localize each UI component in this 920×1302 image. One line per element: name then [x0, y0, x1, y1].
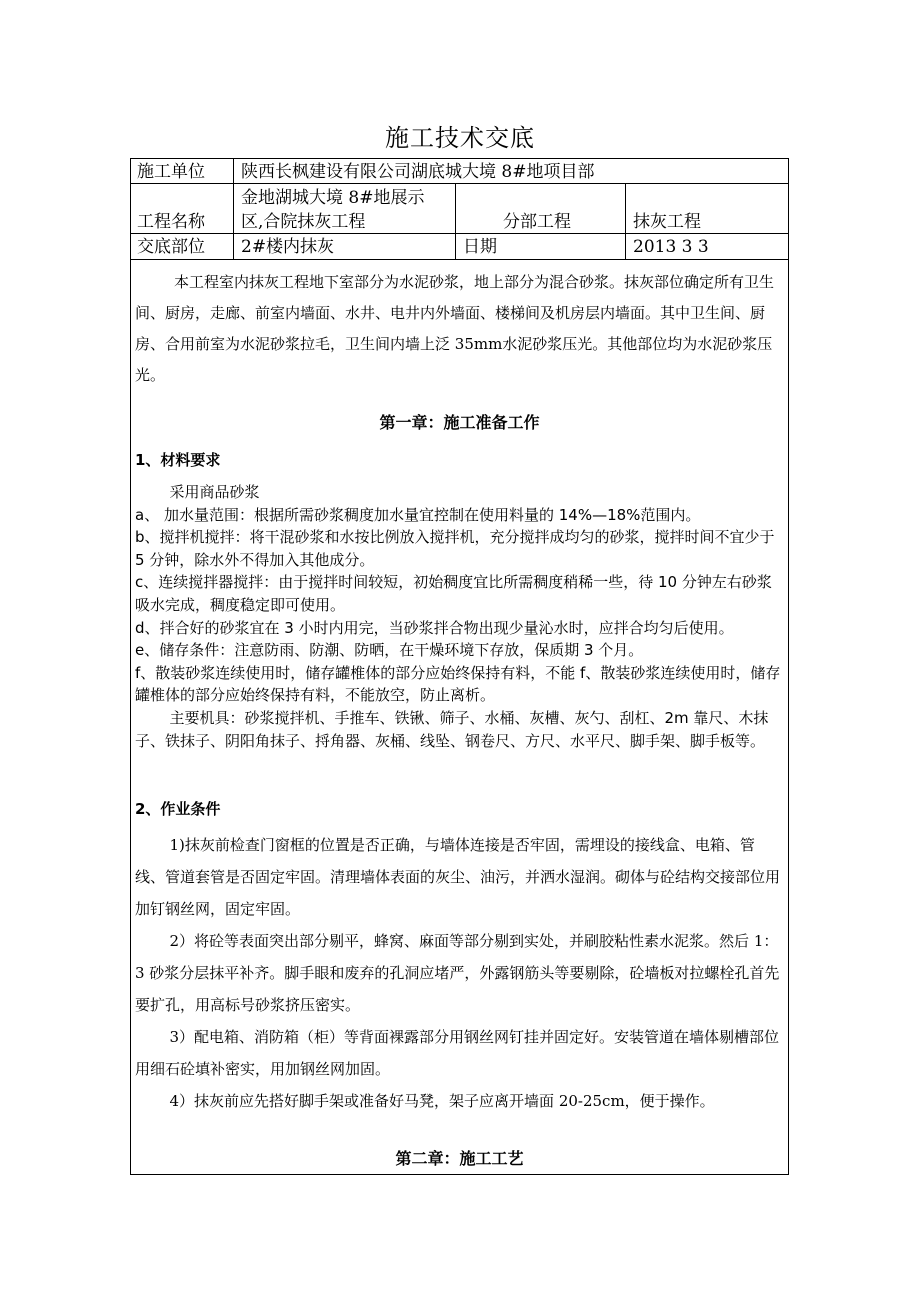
disclosure-table — [130, 158, 789, 1175]
section2-heading: 2、作业条件 — [135, 800, 221, 818]
tools-paragraph: 主要机具：砂浆搅拌机、手推车、铁锹、筛子、水桶、灰槽、灰勺、刮杠、2m 靠尺、木抹子、铁抹子、阴阳角抹子、捋角器、灰桶、线坠、钢卷尺、方尺、水平尺、脚手架、脚手板等。 — [135, 708, 769, 750]
intro-paragraph — [135, 267, 784, 391]
project-value-line1: 金地湖城大境 8#地展示 — [241, 188, 425, 208]
condition-item: 1)抹灰前检查门窗框的位置是否正确，与墙体连接是否牢固，需埋设的接线盒、电箱、管线、管道套管是否固定牢固。清理墙体表面的灰尘、油污，并洒水湿润。砌体与砼结构交接部位用加钉钢丝网，固定牢固。 — [135, 836, 781, 918]
chapter1-heading: 第一章：施工准备工作 — [379, 413, 540, 432]
chapter2-heading: 第二章：施工工艺 — [395, 1149, 524, 1168]
list-item: c、连续搅拌器搅拌：由于搅拌时间较短，初始稠度宜比所需稠度稍稀一些，待 10 分钟左右砂浆吸水完成，稠度稳定即可使用。 — [135, 573, 772, 614]
col-divider — [233, 159, 234, 259]
unit-label: 施工单位 — [137, 162, 205, 182]
date-value: 2013 3 3 — [633, 237, 709, 257]
row-divider — [131, 183, 788, 184]
section1-heading: 1、材料要求 — [135, 451, 221, 469]
section1-body — [135, 481, 784, 752]
date-label: 日期 — [463, 237, 497, 257]
project-label: 工程名称 — [137, 212, 205, 232]
subproject-value: 抹灰工程 — [633, 212, 701, 232]
row-divider — [131, 233, 788, 234]
condition-item: 2）将砼等表面突出部分剔平，蜂窝、麻面等部分剔到实处，并刷胶粘性素水泥浆。然后 1：3 砂浆分层抹平补齐。脚手眼和废弃的孔洞应堵严，外露钢筋头等要剔除，砼墙板对拉螺栓孔首先要扩孔，用高标号砂浆挤压密实。 — [135, 932, 780, 1014]
part-value: 2#楼内抹灰 — [241, 237, 335, 257]
part-label: 交底部位 — [137, 237, 205, 257]
list-item: d、拌合好的砂浆宜在 3 小时内用完，当砂浆拌合物出现少量沁水时，应拌合均匀后使用。 — [135, 618, 734, 637]
section1-lead: 采用商品砂浆 — [169, 483, 260, 501]
subproject-label: 分部工程 — [503, 212, 571, 232]
intro-text: 本工程室内抹灰工程地下室部分为水泥砂浆，地上部分为混合砂浆。抹灰部位确定所有卫生间、厨房，走廊、前室内墙面、水井、电井内外墙面、楼梯间及机房层内墙面。其中卫生间、厨房、合用前室为水泥砂浆拉毛，卫生间内墙上泛 35mm水泥砂浆压光。其他部位均为水泥砂浆压光。 — [135, 273, 775, 384]
row-divider — [131, 259, 788, 260]
section2-body — [135, 829, 784, 1117]
list-item: a、 加水量范围：根据所需砂浆稠度加水量宜控制在使用料量的 14%—18%范围内。 — [135, 505, 701, 524]
col-divider — [455, 183, 456, 259]
project-value-line2: 区,合院抹灰工程 — [241, 212, 366, 232]
list-item: f、散装砂浆连续使用时，储存罐椎体的部分应始终保持有料，不能 f、散装砂浆连续使用时，储存罐椎体的部分应始终保持有料，不能放空，防止离析。 — [135, 663, 781, 705]
document-title: 施工技术交底 — [385, 124, 535, 152]
list-item: e、储存条件：注意防雨、防潮、防晒，在干燥环境下存放，保质期 3 个月。 — [135, 641, 644, 660]
condition-item: 3）配电箱、消防箱（柜）等背面裸露部分用钢丝网钉挂并固定好。安装管道在墙体剔槽部位用细石砼填补密实，用加钢丝网加固。 — [135, 1028, 780, 1078]
unit-value: 陕西长枫建设有限公司湖底城大境 8#地项目部 — [241, 162, 595, 182]
condition-item: 4）抹灰前应先搭好脚手架或准备好马凳，架子应离开墙面 20-25cm，便于操作。 — [169, 1092, 715, 1110]
col-divider — [625, 183, 626, 259]
list-item: b、搅拌机搅拌：将干混砂浆和水按比例放入搅拌机，充分搅拌成均匀的砂浆，搅拌时间不宜少于 5 分钟，除水外不得加入其他成分。 — [135, 528, 775, 569]
